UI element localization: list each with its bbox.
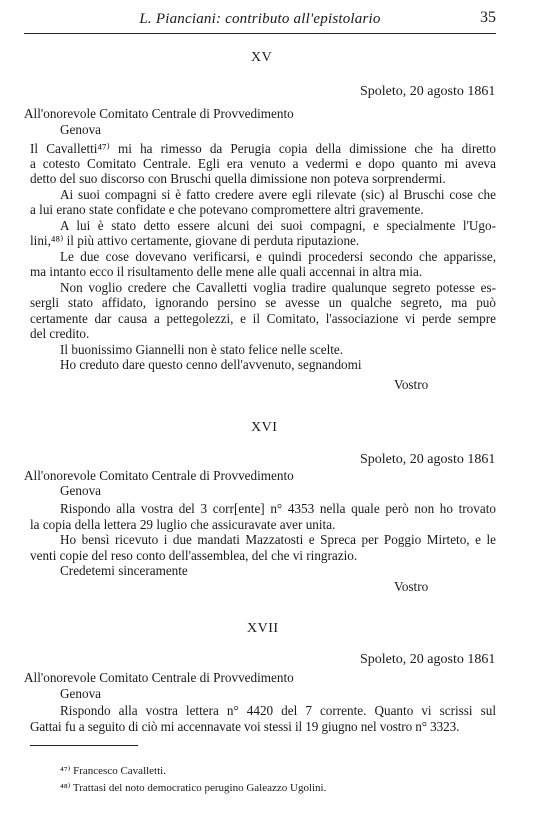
- body-line: a cotesto Comitato Centrale. Egli era venuto a vedermi e dopo quanto mi aveva: [30, 156, 496, 171]
- body-line: Il buonissimo Giannelli non è stato felice nelle scelte.: [60, 342, 344, 357]
- body-line: sergli stato affidato, ignorando persino se avesse un qualche segreto, ma può: [30, 295, 496, 310]
- running-head: [24, 9, 496, 34]
- letter-city: Genova: [60, 686, 102, 701]
- body-line: la copia della lettera 29 luglio che assicuravate aver unita.: [30, 517, 336, 532]
- body-line: Gattai fu a seguito di ciò mi accennavate voi stessi il 19 giugno nel vostro n° 3323.: [30, 719, 460, 734]
- body-line: lini,⁴⁸⁾ il più attivo certamente, giovane di perduta riputazione.: [30, 233, 360, 248]
- body-line: venti copie del reso conto dell'assemblea, del che vi ringrazio.: [30, 548, 358, 563]
- letter-addressee: All'onorevole Comitato Centrale di Provvedimento: [24, 468, 294, 483]
- body-line: ma intanto ecco il risultamento delle mene alle quali accennai in altra mia.: [30, 264, 423, 279]
- body-line: Credetemi sinceramente: [60, 563, 188, 578]
- body-line: Ho bensì ricevuto i due mandati Mazzatosti e Spreca per Poggio Mirteto, e le: [60, 532, 496, 547]
- body-line: del credito.: [30, 326, 90, 341]
- body-line: A lui è stato detto essere alcuni dei suoi compagni, e specialmente l'Ugo-: [60, 218, 496, 233]
- letter-date: Spoleto, 20 agosto 1861: [360, 84, 496, 99]
- letter-numeral: XV: [251, 50, 273, 65]
- body-line: Le due cose dovevano verificarsi, e quindi procedersi secondo che apparisse,: [60, 249, 496, 264]
- letter-closing: Vostro: [394, 579, 429, 594]
- letter-city: Genova: [60, 122, 102, 137]
- body-line: Non voglio credere che Cavalletti voglia tradire qualunque segreto potesse es-: [60, 280, 496, 295]
- letter-numeral: XVI: [251, 420, 278, 435]
- body-line: detto del suo discorso con Bruschi quella dimissione non poteva sorprendermi.: [30, 171, 446, 186]
- body-line: Rispondo alla vostra lettera n° 4420 del 7 corrente. Quanto vi scrissi sul: [60, 703, 496, 718]
- letter-date: Spoleto, 20 agosto 1861: [360, 452, 496, 467]
- body-line: Ho creduto dare questo cenno dell'avvenuto, segnandomi: [60, 357, 362, 372]
- body-line: a lui erano state confidate e che potevano compromettere altri gravemente.: [30, 202, 424, 217]
- page-number: 35: [480, 9, 496, 26]
- footnote-separator: [30, 745, 138, 746]
- letter-closing: Vostro: [394, 377, 429, 392]
- letter-numeral: XVII: [247, 621, 279, 636]
- letter-city: Genova: [60, 483, 102, 498]
- letter-date: Spoleto, 20 agosto 1861: [360, 652, 496, 667]
- body-line: Ai suoi compagni si è fatto credere avere egli rilevate (sic) al Bruschi cose che: [60, 187, 496, 202]
- body-line: Rispondo alla vostra del 3 corr[ente] n° 4353 nella quale però non ho trovato: [60, 501, 496, 516]
- running-head-title: L. Pianciani: contributo all'epistolario: [139, 11, 381, 27]
- letter-addressee: All'onorevole Comitato Centrale di Provvedimento: [24, 670, 294, 685]
- footnote: ⁴⁸⁾ Trattasi del noto democratico perugino Galeazzo Ugolini.: [60, 782, 327, 794]
- body-line: certamente dar causa a pettegolezzi, e il Comitato, l'associazione vi perde sempre: [30, 311, 496, 326]
- body-line: Il Cavalletti⁴⁷⁾ mi ha rimesso da Perugia copia della dimissione che ha diretto: [30, 141, 496, 156]
- footnote: ⁴⁷⁾ Francesco Cavalletti.: [60, 765, 166, 777]
- letter-addressee: All'onorevole Comitato Centrale di Provvedimento: [24, 106, 294, 121]
